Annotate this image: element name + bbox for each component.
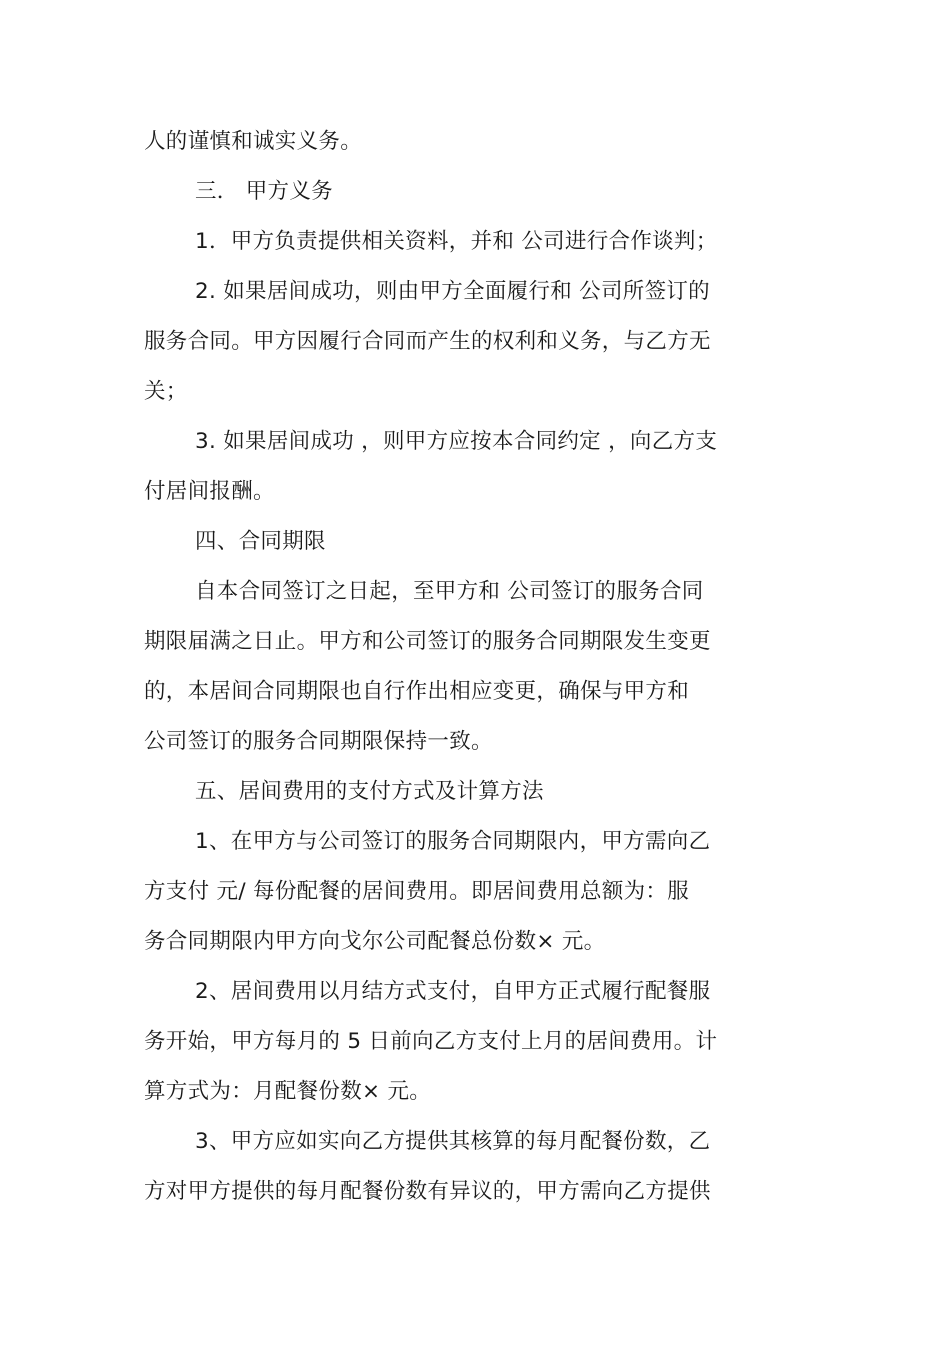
section-heading: 四、合同期限 xyxy=(195,529,326,554)
text-line: 务合同期限内甲方向戈尔公司配餐总份数× 元。 xyxy=(144,929,606,954)
text-line: 务开始，甲方每月的 5 日前向乙方支付上月的居间费用。计 xyxy=(144,1029,718,1054)
section-heading: 三． 甲方义务 xyxy=(195,179,333,204)
text-line: 3. 如果居间成功 ，则甲方应按本合同约定 ，向乙方支 xyxy=(195,429,718,454)
text-line: 关； xyxy=(144,379,188,404)
text-line: 1、在甲方与公司签订的服务合同期限内，甲方需向乙 xyxy=(195,829,711,854)
text-line: 服务合同。甲方因履行合同而产生的权利和义务，与乙方无 xyxy=(144,329,711,354)
text-line: 3、甲方应如实向乙方提供其核算的每月配餐份数，乙 xyxy=(195,1129,711,1154)
section-heading: 五、居间费用的支付方式及计算方法 xyxy=(195,779,544,804)
text-line: 付居间报酬。 xyxy=(144,479,275,504)
text-line: 的，本居间合同期限也自行作出相应变更，确保与甲方和 xyxy=(144,679,690,704)
text-line: 1．甲方负责提供相关资料，并和 公司进行合作谈判； xyxy=(195,229,718,254)
text-line: 人的谨慎和诚实义务。 xyxy=(144,129,363,154)
text-line: 算方式为：月配餐份数× 元。 xyxy=(144,1079,432,1104)
text-line: 公司签订的服务合同期限保持一致。 xyxy=(144,729,493,754)
text-line: 自本合同签订之日起，至甲方和 公司签订的服务合同 xyxy=(195,579,704,604)
text-line: 期限届满之日止。甲方和公司签订的服务合同期限发生变更 xyxy=(144,629,711,654)
text-line: 方支付 元/ 每份配餐的居间费用。即居间费用总额为：服 xyxy=(144,879,690,904)
text-line: 方对甲方提供的每月配餐份数有异议的，甲方需向乙方提供 xyxy=(144,1179,711,1204)
text-line: 2. 如果居间成功，则由甲方全面履行和 公司所签订的 xyxy=(195,279,710,304)
text-line: 2、居间费用以月结方式支付，自甲方正式履行配餐服 xyxy=(195,979,711,1004)
